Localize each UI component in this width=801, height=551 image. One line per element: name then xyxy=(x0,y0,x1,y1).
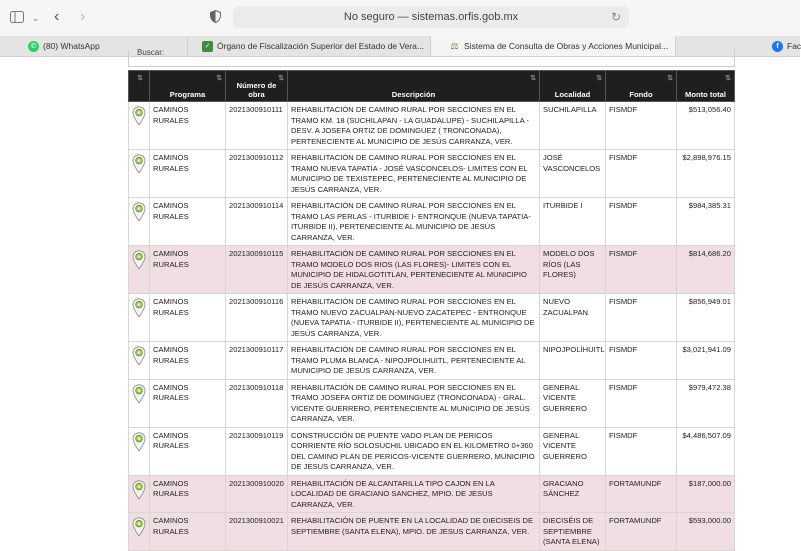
numero-cell: 2021300910112 xyxy=(226,150,288,198)
map-pin-cell[interactable] xyxy=(129,198,150,246)
map-pin-icon[interactable] xyxy=(132,106,146,126)
header-label: Descripción xyxy=(391,90,436,99)
table-row xyxy=(129,342,735,380)
column-header-monto[interactable] xyxy=(677,71,735,102)
table-body xyxy=(129,102,735,551)
monto-cell: $4,486,507.09 xyxy=(677,427,735,475)
descripcion-cell: REHABILITACIÓN DE CAMINO RURAL POR SECCIONES EN EL TRAMO JOSEFA ORTIZ DE DOMINGUEZ (TRONCONADA) - GRAL. VICENTE GUERRERO, PERTENECIENTE AL MUNICIPIO DE JESÚS CARRANZA, VER. xyxy=(288,379,540,427)
search-input[interactable] xyxy=(189,48,309,58)
descripcion-cell: REHABILITACIÓN DE CAMINO RURAL POR SECCIONES EN EL TRAMO NUEVA TAPATIA - JOSÉ VASCONCELOS- LIMITES CON EL MUNICIPIO DE TEXISTEPEC, PERTENECIENTE AL MUNICIPIO DE JESÚS CARRANZA, VER. xyxy=(288,150,540,198)
sort-icon: ⇅ xyxy=(137,75,143,82)
descripcion-cell: REHABILITACIÓN DE CAMINO RURAL POR SECCIONES EN EL TRAMO PLUMA BLANCA - NIPOJPOLIHUITL, PERTENECIENTE AL MUNICIPIO DE JESÚS CARRANZA, VER. xyxy=(288,342,540,380)
monto-cell: $3,021,941.09 xyxy=(677,342,735,380)
fondo-cell: FISMDF xyxy=(606,246,677,294)
localidad-cell: NIPOJPOLÍHUITL xyxy=(540,342,606,380)
programa-cell: CAMINOS RURALES xyxy=(150,379,226,427)
map-pin-icon[interactable] xyxy=(132,154,146,174)
numero-cell: 2021300910116 xyxy=(226,294,288,342)
fondo-cell: FISMDF xyxy=(606,294,677,342)
table-row xyxy=(129,102,735,150)
column-header-descripcion[interactable] xyxy=(288,71,540,102)
descripcion-cell: REHABILITACIÓN DE ALCANTARILLA TIPO CAJON EN LA LOCALIDAD DE GRACIANO SANCHEZ, MPIO. DE JESUS CARRANZA, VER. xyxy=(288,475,540,513)
map-pin-cell[interactable] xyxy=(129,342,150,380)
programa-cell: CAMINOS RURALES xyxy=(150,198,226,246)
sort-icon: ⇅ xyxy=(667,75,673,82)
programa-cell: CAMINOS RURALES xyxy=(150,150,226,198)
descripcion-cell: REHABILITACIÓN DE CAMINO RURAL POR SECCIONES EN EL TRAMO MODELO DOS RIOS (LAS FLORES)- LIMITES CON EL MUNICIPIO DE HIDALGOTITLAN, PERTENECIENTE AL MUNICIPIO DE JESÚS CARRANZA, VER. xyxy=(288,246,540,294)
orfis-icon: ✓ xyxy=(202,41,213,52)
column-header-localidad[interactable] xyxy=(540,71,606,102)
numero-cell: 2021300910119 xyxy=(226,427,288,475)
descripcion-cell: REHABILITACIÓN DE CAMINO RURAL POR SECCIONES EN EL TRAMO LAS PERLAS - ITURBIDE I- ENTRONQUE (NUEVA TAPATIA-ITURBIDE II), PERTENECIENTE AL MUNICIPIO DE JESÚS CARRANZA, VER. xyxy=(288,198,540,246)
monto-cell: $979,472.38 xyxy=(677,379,735,427)
localidad-cell: MODELO DOS RÍOS (LAS FLORES) xyxy=(540,246,606,294)
numero-cell: 2021300910117 xyxy=(226,342,288,380)
header-label: Número de obra xyxy=(236,81,277,99)
header-label: Localidad xyxy=(554,90,591,99)
header-label: Monto total xyxy=(685,90,726,99)
descripcion-cell: REHABILITACIÓN DE CAMINO RURAL POR SECCIONES EN EL TRAMO KM. 18 (SUCHILAPAN - LA GUADALUPE) - SUCHILAPILLA - DESV. A JOSEFA ORTIZ DE DOMINGUEZ ( TRONCONADA), PERTENECIENTE AL MUNICIPIO DE JESÚS CARRANZA, VER. xyxy=(288,102,540,150)
fondo-cell: FISMDF xyxy=(606,102,677,150)
monto-cell: $513,056.40 xyxy=(677,102,735,150)
tab-label: Fac xyxy=(787,41,801,51)
back-arrow-icon[interactable]: ‹ xyxy=(54,8,60,25)
reload-icon[interactable]: ↻ xyxy=(610,10,621,24)
forward-arrow-icon[interactable]: › xyxy=(80,8,86,25)
sort-icon: ⇅ xyxy=(216,75,222,82)
column-header-programa[interactable] xyxy=(150,71,226,102)
fondo-cell: FISMDF xyxy=(606,150,677,198)
search-label: Buscar: xyxy=(137,48,165,57)
table-row xyxy=(129,150,735,198)
fondo-cell: FORTAMUNDF xyxy=(606,513,677,551)
programa-cell: CAMINOS RURALES xyxy=(150,294,226,342)
programa-cell: CAMINOS RURALES xyxy=(150,102,226,150)
table-row xyxy=(129,475,735,513)
sort-icon: ⇅ xyxy=(725,75,731,82)
monto-cell: $814,686.20 xyxy=(677,246,735,294)
map-pin-icon[interactable] xyxy=(132,346,146,366)
monto-cell: $2,898,976.15 xyxy=(677,150,735,198)
monto-cell: $187,000.00 xyxy=(677,475,735,513)
map-pin-icon[interactable] xyxy=(132,517,146,537)
chevron-down-icon[interactable]: ⌄ xyxy=(32,13,40,23)
header-label: Programa xyxy=(169,90,206,99)
map-pin-cell[interactable] xyxy=(129,246,150,294)
column-header-numero[interactable] xyxy=(226,71,288,102)
sidebar-icon[interactable] xyxy=(10,11,24,25)
fondo-cell: FISMDF xyxy=(606,379,677,427)
address-bar[interactable] xyxy=(233,6,629,28)
scale-icon: ⚖ xyxy=(450,41,459,52)
localidad-cell: JOSÉ VASCONCELOS xyxy=(540,150,606,198)
monto-cell: $593,000.00 xyxy=(677,513,735,551)
programa-cell: CAMINOS RURALES xyxy=(150,246,226,294)
monto-cell: $856,949.01 xyxy=(677,294,735,342)
sort-icon: ⇅ xyxy=(596,75,602,82)
table-row xyxy=(129,513,735,551)
sort-icon: ⇅ xyxy=(530,75,536,82)
works-table xyxy=(128,70,735,551)
map-pin-cell[interactable] xyxy=(129,294,150,342)
localidad-cell: NUEVO ZACUALPAN xyxy=(540,294,606,342)
map-pin-cell[interactable] xyxy=(129,102,150,150)
programa-cell: CAMINOS RURALES xyxy=(150,427,226,475)
sort-icon: ⇅ xyxy=(278,75,284,82)
map-pin-icon[interactable] xyxy=(132,384,146,404)
table-row xyxy=(129,379,735,427)
facebook-icon: f xyxy=(772,41,783,52)
localidad-cell: GENERAL VICENTE GUERRERO xyxy=(540,379,606,427)
table-row xyxy=(129,246,735,294)
fondo-cell: FORTAMUNDF xyxy=(606,475,677,513)
numero-cell: 2021300910118 xyxy=(226,379,288,427)
programa-cell: CAMINOS RURALES xyxy=(150,475,226,513)
numero-cell: 2021300910114 xyxy=(226,198,288,246)
page-content xyxy=(0,48,800,546)
map-pin-icon[interactable] xyxy=(132,480,146,500)
numero-cell: 2021300910021 xyxy=(226,513,288,551)
map-pin-cell[interactable] xyxy=(129,427,150,475)
table-row xyxy=(129,294,735,342)
programa-cell: CAMINOS RURALES xyxy=(150,513,226,551)
map-pin-cell[interactable] xyxy=(129,513,150,551)
map-pin-icon[interactable] xyxy=(132,202,146,222)
localidad-cell: GENERAL VICENTE GUERRERO xyxy=(540,427,606,475)
localidad-cell: SUCHILAPILLA xyxy=(540,102,606,150)
tab-label: Sistema de Consulta de Obras y Acciones Municipal... xyxy=(464,41,669,51)
map-pin-cell[interactable] xyxy=(129,475,150,513)
tab-label: (80) WhatsApp xyxy=(43,41,100,51)
browser-toolbar xyxy=(0,0,800,36)
map-pin-cell[interactable] xyxy=(129,150,150,198)
numero-cell: 2021300910115 xyxy=(226,246,288,294)
table-header-row xyxy=(129,71,735,102)
header-label: Fondo xyxy=(629,90,653,99)
monto-cell: $984,385.31 xyxy=(677,198,735,246)
numero-cell: 2021300910111 xyxy=(226,102,288,150)
column-header-icon[interactable] xyxy=(129,71,150,102)
fondo-cell: FISMDF xyxy=(606,198,677,246)
map-pin-icon[interactable] xyxy=(132,432,146,452)
address-text: No seguro — sistemas.orfis.gob.mx xyxy=(343,11,519,23)
descripcion-cell: REHABILITACIÓN DE CAMINO RURAL POR SECCIONES EN EL TRAMO NUEVO ZACUALPAN-NUEVO ZACATEPEC - ENTRONQUE (NUEVA TAPATIA - ITURBIDE II), PERTENECIENTE AL MUNICIPIO DE JESÚS CARRANZA, VER. xyxy=(288,294,540,342)
table-row xyxy=(129,198,735,246)
shield-icon[interactable] xyxy=(210,10,221,25)
search-area xyxy=(128,50,735,67)
column-header-fondo[interactable] xyxy=(606,71,677,102)
map-pin-cell[interactable] xyxy=(129,379,150,427)
map-pin-icon[interactable] xyxy=(132,298,146,318)
whatsapp-icon: ✆ xyxy=(28,41,39,52)
tab-label: Órgano de Fiscalización Superior del Estado de Vera... xyxy=(217,41,424,51)
map-pin-icon[interactable] xyxy=(132,250,146,270)
numero-cell: 2021300910020 xyxy=(226,475,288,513)
programa-cell: CAMINOS RURALES xyxy=(150,342,226,380)
fondo-cell: FISMDF xyxy=(606,427,677,475)
localidad-cell: DIECISÉIS DE SEPTIEMBRE (SANTA ELENA) xyxy=(540,513,606,551)
localidad-cell: GRACIANO SÁNCHEZ xyxy=(540,475,606,513)
localidad-cell: ITURBIDE I xyxy=(540,198,606,246)
descripcion-cell: REHABILITACIÓN DE PUENTE EN LA LOCALIDAD DE DIECISEIS DE SEPTIEMBRE (SANTA ELENA), MPIO. DE JESUS CARRANZA, VER. xyxy=(288,513,540,551)
fondo-cell: FISMDF xyxy=(606,342,677,380)
table-row xyxy=(129,427,735,475)
descripcion-cell: CONSTRUCCIÓN DE PUENTE VADO PLAN DE PERICOS CORRIENTE RÍO SOLOSUCHIL UBICADO EN EL KILOMETRO 0+360 DEL CAMINO PLAN DE PERICOS-VICENTE GUERRERO, MUNICIPIO DE JESUS CARRANZA, VER. xyxy=(288,427,540,475)
